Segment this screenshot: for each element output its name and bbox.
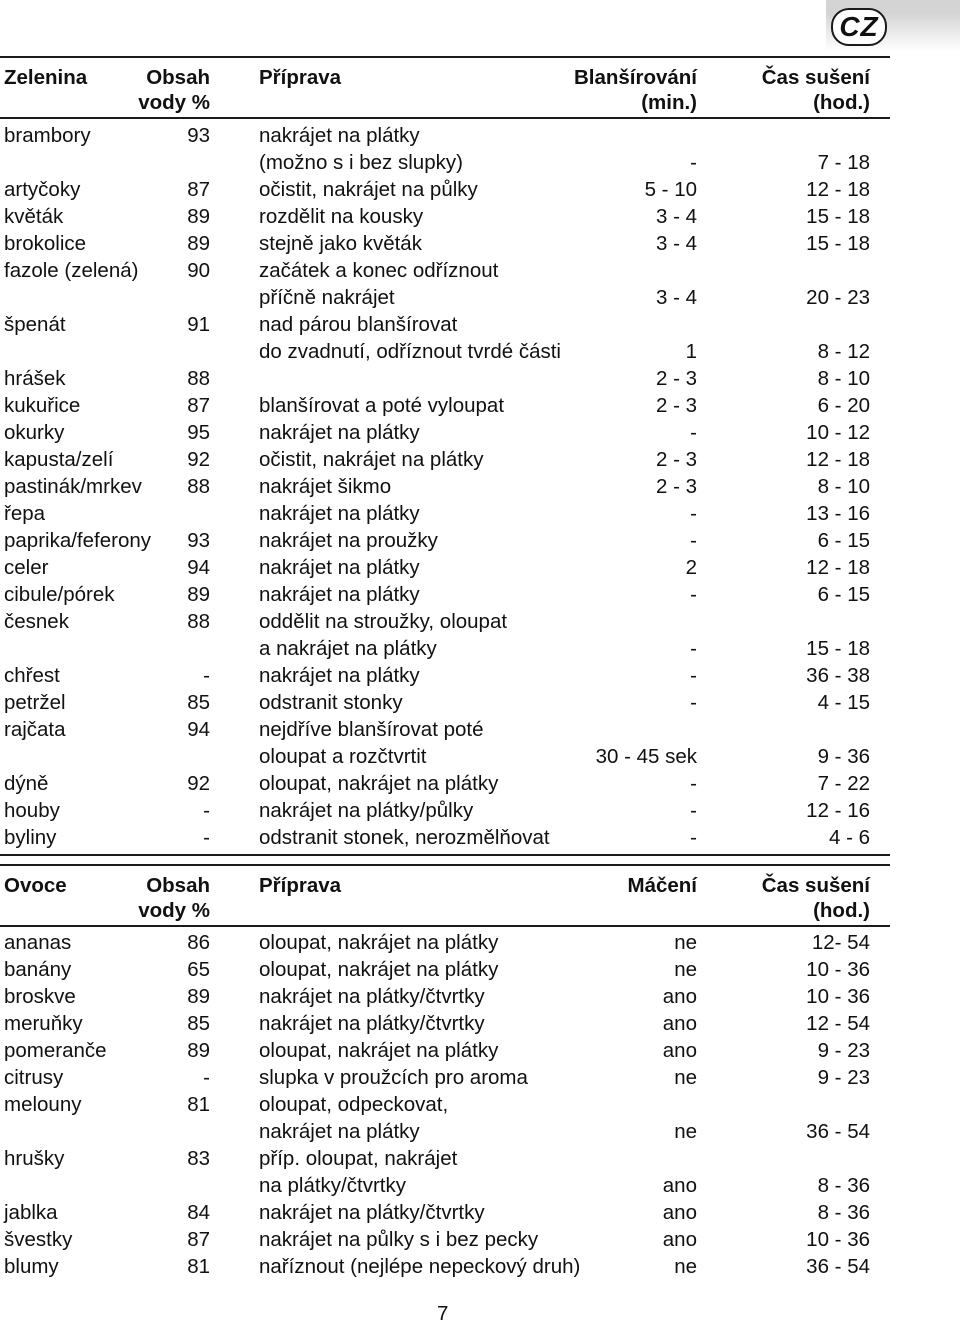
table-row [0, 581, 890, 608]
row-water-content: 87 [187, 178, 210, 201]
row-water-content: 85 [187, 1012, 210, 1035]
row-name: kukuřice [4, 394, 81, 417]
table-row [0, 500, 890, 527]
row-preparation: (možno s i bez slupky) [259, 151, 463, 174]
row-blanching: 2 - 3 [655, 475, 697, 498]
row-water-content: 83 [187, 1147, 210, 1170]
table-row [0, 1064, 890, 1091]
table-row [0, 1199, 890, 1226]
row-water-content: 81 [187, 1093, 210, 1116]
table-row [0, 956, 890, 983]
row-water-content: 84 [187, 1201, 210, 1224]
row-preparation: stejně jako květák [259, 232, 422, 255]
row-name: artyčoky [4, 178, 81, 201]
row-name: hrušky [4, 1147, 65, 1170]
row-preparation: oloupat, nakrájet na plátky [259, 772, 499, 795]
table-row [0, 797, 890, 824]
row-name: chřest [4, 664, 60, 687]
table-row [0, 1037, 890, 1064]
row-blanching: - [690, 826, 697, 849]
fruits-table [0, 864, 890, 1339]
row-blanching: 3 - 4 [655, 286, 697, 309]
row-water-content: 89 [187, 583, 210, 606]
row-blanching: 30 - 45 sek [595, 745, 697, 768]
row-water-content: 87 [187, 394, 210, 417]
row-soaking: ano [662, 1174, 697, 1197]
header-soaking: Máčení [627, 874, 697, 897]
table-row [0, 689, 890, 716]
row-soaking: ne [674, 958, 697, 981]
row-blanching: 2 - 3 [655, 367, 697, 390]
page-number: 7 [437, 1302, 449, 1325]
row-drying-time: 8 - 36 [817, 1174, 870, 1197]
table-row [0, 1226, 890, 1253]
row-water-content: 89 [187, 1039, 210, 1062]
row-name: fazole (zelená) [4, 259, 139, 282]
row-water-content: 92 [187, 448, 210, 471]
table-row [0, 824, 890, 851]
row-preparation: odstranit stonek, nerozmělňovat [259, 826, 550, 849]
row-water-content: 81 [187, 1255, 210, 1278]
row-blanching: 2 [685, 556, 697, 579]
row-preparation: nakrájet na plátky/čtvrtky [259, 1012, 485, 1035]
row-name: květák [4, 205, 64, 228]
row-soaking: ne [674, 931, 697, 954]
row-preparation: naříznout (nejlépe nepeckový druh) [259, 1255, 581, 1278]
row-name: meruňky [4, 1012, 83, 1035]
fruits-header [0, 864, 890, 927]
row-water-content: 89 [187, 985, 210, 1008]
row-water-content: - [203, 1066, 210, 1089]
row-preparation: oddělit na stroužky, oloupat [259, 610, 508, 633]
table-row [0, 203, 890, 230]
fruits-body [0, 927, 890, 1339]
row-preparation: blanšírovat a poté vyloupat [259, 394, 505, 417]
row-drying-time: 9 - 23 [817, 1039, 870, 1062]
row-drying-time: 36 - 38 [806, 664, 870, 687]
row-blanching: - [690, 799, 697, 822]
row-drying-time: 12 - 54 [806, 1012, 870, 1035]
row-preparation: oloupat, nakrájet na plátky [259, 1039, 499, 1062]
row-water-content: 88 [187, 475, 210, 498]
row-name: pastinák/mrkev [4, 475, 142, 498]
row-name: řepa [4, 502, 46, 525]
row-name: citrusy [4, 1066, 64, 1089]
table-row [0, 983, 890, 1010]
row-blanching: 2 - 3 [655, 448, 697, 471]
table-row [0, 1010, 890, 1037]
row-soaking: ne [674, 1255, 697, 1278]
row-drying-time: 10 - 36 [806, 985, 870, 1008]
row-drying-time: 7 - 22 [817, 772, 870, 795]
row-drying-time: 6 - 15 [817, 583, 870, 606]
row-drying-time: 6 - 20 [817, 394, 870, 417]
row-water-content: 93 [187, 124, 210, 147]
row-name: hrášek [4, 367, 66, 390]
row-preparation: oloupat, odpeckovat, [259, 1093, 449, 1116]
row-blanching: - [690, 151, 697, 174]
row-preparation: očistit, nakrájet na plátky [259, 448, 484, 471]
row-preparation: očistit, nakrájet na půlky [259, 178, 478, 201]
row-drying-time: 12 - 18 [806, 448, 870, 471]
row-preparation: oloupat, nakrájet na plátky [259, 958, 499, 981]
row-preparation: nakrájet na proužky [259, 529, 438, 552]
row-water-content: 87 [187, 1228, 210, 1251]
row-drying-time: 12- 54 [811, 931, 870, 954]
row-preparation: nakrájet šikmo [259, 475, 392, 498]
row-water-content: 94 [187, 556, 210, 579]
table-row [0, 716, 890, 770]
table-row [0, 365, 890, 392]
row-soaking: ano [662, 985, 697, 1008]
row-soaking: ne [674, 1120, 697, 1143]
row-preparation: a nakrájet na plátky [259, 637, 437, 660]
vegetables-table [0, 56, 890, 856]
table-row [0, 311, 890, 365]
row-water-content: 93 [187, 529, 210, 552]
row-drying-time: 36 - 54 [806, 1255, 870, 1278]
row-name: houby [4, 799, 60, 822]
row-preparation: nakrájet na plátky [259, 421, 420, 444]
header-blanching: Blanšírování (min.) [573, 66, 697, 114]
row-water-content: 89 [187, 232, 210, 255]
row-name: celer [4, 556, 49, 579]
table-row [0, 392, 890, 419]
row-preparation: nakrájet na plátky [259, 1120, 420, 1143]
row-preparation: začátek a konec odříznout [259, 259, 499, 282]
row-drying-time: 36 - 54 [806, 1120, 870, 1143]
row-drying-time: 9 - 36 [817, 745, 870, 768]
row-preparation: příp. oloupat, nakrájet [259, 1147, 458, 1170]
table-row [0, 554, 890, 581]
row-name: broskve [4, 985, 76, 1008]
row-name: špenát [4, 313, 66, 336]
row-preparation: nakrájet na plátky [259, 664, 420, 687]
row-name: brokolice [4, 232, 87, 255]
row-name: paprika/feferony [4, 529, 152, 552]
row-name: okurky [4, 421, 65, 444]
row-water-content: - [203, 826, 210, 849]
row-name: kapusta/zelí [4, 448, 114, 471]
row-drying-time: 7 - 18 [817, 151, 870, 174]
row-name: dýně [4, 772, 49, 795]
row-water-content: 89 [187, 205, 210, 228]
row-soaking: ano [662, 1201, 697, 1224]
row-preparation: nakrájet na plátky/čtvrtky [259, 985, 485, 1008]
row-name: švestky [4, 1228, 73, 1251]
row-drying-time: 8 - 12 [817, 340, 870, 363]
row-blanching: - [690, 502, 697, 525]
row-preparation: oloupat, nakrájet na plátky [259, 931, 499, 954]
row-name: petržel [4, 691, 66, 714]
table-row [0, 1091, 890, 1145]
row-water-content: 88 [187, 367, 210, 390]
header-preparation: Příprava [259, 874, 342, 897]
row-name: jablka [4, 1201, 58, 1224]
row-drying-time: 8 - 10 [817, 475, 870, 498]
row-blanching: 3 - 4 [655, 205, 697, 228]
row-name: pomeranče [4, 1039, 107, 1062]
row-name: rajčata [4, 718, 66, 741]
row-preparation: nakrájet na plátky/čtvrtky [259, 1201, 485, 1224]
table-row [0, 176, 890, 203]
row-drying-time: 9 - 23 [817, 1066, 870, 1089]
row-name: cibule/pórek [4, 583, 115, 606]
table-row [0, 230, 890, 257]
row-name: byliny [4, 826, 57, 849]
table-row [0, 1145, 890, 1199]
row-name: blumy [4, 1255, 59, 1278]
row-water-content: - [203, 799, 210, 822]
row-drying-time: 12 - 18 [806, 556, 870, 579]
header-drying-time: Čas sušení (hod.) [761, 874, 870, 922]
row-water-content: 86 [187, 931, 210, 954]
row-drying-time: 4 - 6 [828, 826, 870, 849]
row-blanching: - [690, 664, 697, 687]
row-blanching: - [690, 691, 697, 714]
table-row [0, 446, 890, 473]
row-drying-time: 20 - 23 [806, 286, 870, 309]
row-preparation: nakrájet na plátky [259, 556, 420, 579]
table-row [0, 770, 890, 797]
row-soaking: ano [662, 1012, 697, 1035]
row-blanching: - [690, 637, 697, 660]
vegetables-header [0, 56, 890, 119]
row-preparation: nakrájet na plátky/půlky [259, 799, 474, 822]
row-drying-time: 8 - 10 [817, 367, 870, 390]
row-water-content: 95 [187, 421, 210, 444]
row-drying-time: 4 - 15 [817, 691, 870, 714]
row-water-content: 92 [187, 772, 210, 795]
header-drying-time: Čas sušení (hod.) [761, 66, 870, 114]
row-preparation: příčně nakrájet [259, 286, 395, 309]
row-name: brambory [4, 124, 91, 147]
header-water-content: Obsah vody % [138, 66, 210, 114]
row-name: ananas [4, 931, 72, 954]
row-preparation: do zvadnutí, odříznout tvrdé části [259, 340, 561, 363]
row-drying-time: 15 - 18 [806, 205, 870, 228]
row-name: česnek [4, 610, 69, 633]
row-blanching: 5 - 10 [644, 178, 697, 201]
row-blanching: - [690, 583, 697, 606]
row-preparation: oloupat a rozčtvrtit [259, 745, 427, 768]
row-drying-time: 8 - 36 [817, 1201, 870, 1224]
row-preparation: nakrájet na půlky s i bez pecky [259, 1228, 539, 1251]
row-preparation: nejdříve blanšírovat poté [259, 718, 484, 741]
row-drying-time: 15 - 18 [806, 637, 870, 660]
row-name: melouny [4, 1093, 82, 1116]
header-fruit: Ovoce [4, 874, 67, 897]
header-water-content: Obsah vody % [138, 874, 210, 922]
row-water-content: - [203, 664, 210, 687]
row-drying-time: 10 - 36 [806, 958, 870, 981]
row-water-content: 91 [187, 313, 210, 336]
row-water-content: 88 [187, 610, 210, 633]
table-row [0, 122, 890, 176]
row-blanching: - [690, 421, 697, 444]
header-vegetable: Zelenina [4, 66, 88, 89]
table-row [0, 257, 890, 311]
row-preparation: nad párou blanšírovat [259, 313, 458, 336]
row-drying-time: 10 - 36 [806, 1228, 870, 1251]
row-blanching: 3 - 4 [655, 232, 697, 255]
row-drying-time: 13 - 16 [806, 502, 870, 525]
row-blanching: 2 - 3 [655, 394, 697, 417]
row-preparation: nakrájet na plátky [259, 502, 420, 525]
table-row [0, 608, 890, 662]
table-row [0, 419, 890, 446]
row-preparation: rozdělit na kousky [259, 205, 424, 228]
row-preparation: nakrájet na plátky [259, 583, 420, 606]
row-water-content: 90 [187, 259, 210, 282]
row-soaking: ano [662, 1039, 697, 1062]
table-row [0, 527, 890, 554]
row-drying-time: 12 - 16 [806, 799, 870, 822]
row-preparation: odstranit stonky [259, 691, 403, 714]
row-preparation: nakrájet na plátky [259, 124, 420, 147]
row-blanching: - [690, 529, 697, 552]
row-preparation: slupka v proužcích pro aroma [259, 1066, 528, 1089]
language-badge: CZ [831, 8, 887, 46]
row-blanching: - [690, 772, 697, 795]
row-drying-time: 15 - 18 [806, 232, 870, 255]
table-row [0, 1253, 890, 1280]
row-soaking: ne [674, 1066, 697, 1089]
table-row [0, 929, 890, 956]
table-row [0, 662, 890, 689]
row-soaking: ano [662, 1228, 697, 1251]
vegetables-body [0, 119, 890, 856]
row-water-content: 94 [187, 718, 210, 741]
row-water-content: 65 [187, 958, 210, 981]
header-preparation: Příprava [259, 66, 342, 89]
row-drying-time: 6 - 15 [817, 529, 870, 552]
row-preparation: na plátky/čtvrtky [259, 1174, 406, 1197]
row-name: banány [4, 958, 72, 981]
row-drying-time: 10 - 12 [806, 421, 870, 444]
row-blanching: 1 [685, 340, 697, 363]
row-water-content: 85 [187, 691, 210, 714]
table-row [0, 473, 890, 500]
row-drying-time: 12 - 18 [806, 178, 870, 201]
